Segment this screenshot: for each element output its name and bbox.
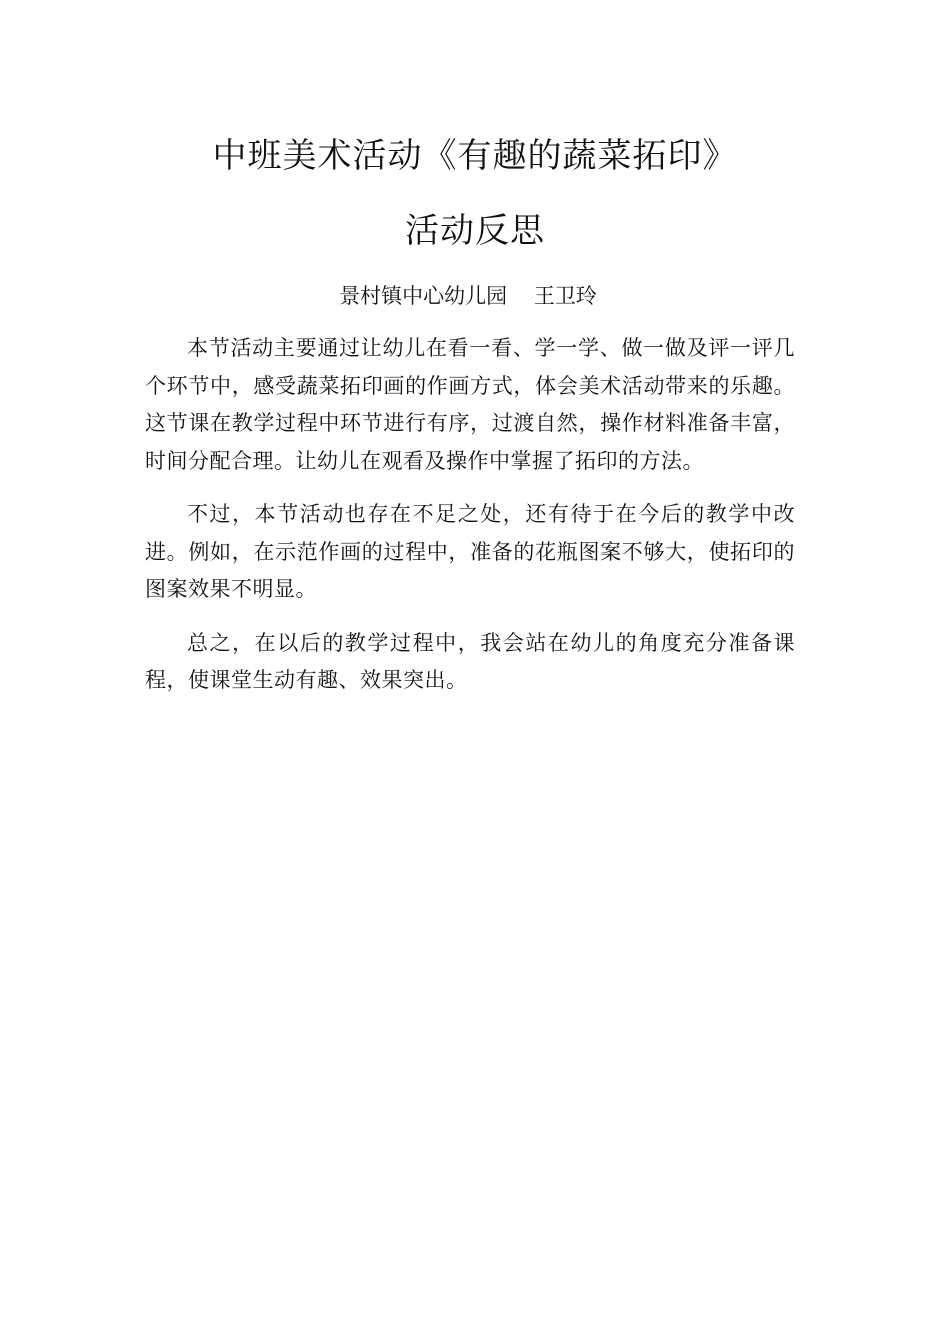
document-title: 中班美术活动《有趣的蔬菜拓印》 — [212, 136, 738, 176]
paragraph: 本节活动主要通过让幼儿在看一看、学一学、做一做及评一评几个环节中，感受蔬菜拓印画的作画方式，体会美术活动带来的乐趣。这节课在教学过程中环节进行有序，过渡自然，操作材料准备丰富，时间分配合理。让幼儿在观看及操作中掌握了拓印的方法。 — [145, 336, 795, 473]
document-body — [145, 330, 795, 716]
document-subtitle: 活动反思 — [405, 211, 545, 251]
paragraph: 不过，本节活动也存在不足之处，还有待于在今后的教学中改进。例如，在示范作画的过程中，准备的花瓶图案不够大，使拓印的图案效果不明显。 — [145, 502, 795, 601]
paragraph: 总之，在以后的教学过程中，我会站在幼儿的角度充分准备课程，使课堂生动有趣、效果突出。 — [145, 630, 795, 692]
author-line: 景村镇中心幼儿园 王卫玲 — [339, 284, 597, 308]
